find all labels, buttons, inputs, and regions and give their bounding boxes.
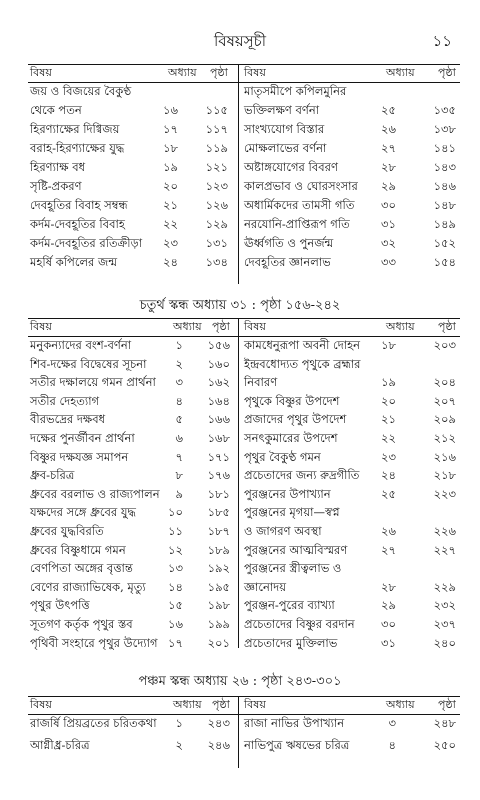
entry-title: কর্দম-দেবহূতির রতিক্রীড়া [30,236,143,250]
entry-chapter: ২০ [163,179,178,193]
entry-title: ঊর্ধ্বগতি ও পুনর্জন্ম [244,236,334,250]
right-header-page: পৃষ্ঠা [438,320,456,333]
left-header-chapter: অধ্যায় [168,66,197,79]
entry-title: জয় ও বিজয়ের বৈকুণ্ঠ [30,84,132,98]
entry-title: ভক্তিলক্ষণ বর্ণনা [244,103,320,117]
entry-chapter: ১২ [168,542,183,557]
entry-chapter: ১ [175,716,183,730]
entry-chapter: ১৭ [168,635,183,650]
entry-chapter: ২১ [163,198,178,212]
entry-chapter: ২৭ [381,542,396,557]
entry-page: ১৯২ [207,561,230,576]
left-header-subject: বিষয় [30,66,52,79]
entry-page: ২০৪ [433,375,456,390]
header-rule-top [28,64,460,65]
entry-title: মহর্ষি কপিলের জন্ম [30,255,118,269]
entry-chapter: ২৮ [381,579,396,594]
entry-page: ১৬৮ [207,431,230,445]
entry-page: ১৯৫ [207,579,230,594]
entry-chapter: ২৬ [381,122,396,136]
toc-entry-right [28,377,460,396]
entry-title: দেবহূতির বিবাহ সম্বন্ধ [30,198,128,212]
entry-chapter: ৪ [388,738,396,752]
entry-title: কামধেনুরূপা অবনী দোহন [244,338,360,352]
entry-title: শিব-দক্ষের বিদ্বেষের সূচনা [30,356,147,371]
toc-entry-right [28,740,460,762]
entry-page: ২০১ [207,635,230,650]
entry-page: ২৪৮ [433,716,456,730]
entry-chapter: ২১ [381,412,396,427]
entry-title: অষ্টাঙ্গযোগের বিবরণ [244,160,338,174]
entry-chapter: ১৩ [168,561,183,576]
entry-title: পুরঞ্জনের স্ত্রীত্বলাভ ও [244,561,342,576]
entry-title: ও জাগরণ অবস্থা [244,524,322,538]
entry-title: পৃথুর উৎপত্তি [30,598,90,613]
entry-page: ১৩১ [205,236,228,250]
entry-page: ২২৭ [433,542,456,557]
entry-title: প্রচেতাদের জন্য রুদ্রগীতি [244,468,360,483]
entry-chapter: ২৫ [381,486,396,501]
section-title-skandha-5: পঞ্চম স্কন্ধ অধ্যায় ২৬ : পৃষ্ঠা ২৪৩-৩০১ [138,674,342,689]
entry-title: নিবারণ [244,375,278,390]
entry-chapter: ২৬ [381,524,396,538]
header-rule-top [28,696,460,697]
entry-chapter: ২৭ [381,141,396,155]
entry-title: দক্ষের পুনর্জীবন প্রার্থনা [30,431,135,445]
entry-title: ধ্রুবের যুদ্ধবিরতি [30,524,104,538]
entry-title: দেবহূতির জ্ঞানলাভ [244,255,331,269]
entry-title: পৃথুর বৈকুণ্ঠ গমন [244,449,321,464]
entry-title: পুরঞ্জন-পুরের ব্যাখ্যা [244,598,335,613]
entry-chapter: ১৯ [381,375,396,390]
entry-title: নরযোনি-প্রাপ্তিরূপ গতি [244,217,350,231]
entry-page: ২১৮ [433,468,456,483]
entry-page: ১২৩ [205,179,228,193]
toc-entry-right [28,563,460,582]
entry-title: সনৎকুমারের উপদেশ [244,431,338,445]
right-header-chapter: অধ্যায় [386,66,415,79]
entry-page: ২৩২ [433,598,456,613]
entry-page: ২০৯ [433,412,456,427]
entry-page: ২২৩ [433,486,456,501]
entry-page: ১৮৭ [207,524,230,538]
entry-chapter: ৩৩ [381,255,396,269]
entry-page: ১৬২ [207,375,230,390]
entry-title: জ্ঞানোদয় [244,579,286,594]
entry-chapter: ২৮ [381,160,396,174]
toc-table-book5 [28,696,460,768]
entry-page: ১৫৬ [207,338,230,352]
entry-chapter: ৩০ [381,617,396,631]
left-header-subject: বিষয় [30,698,52,711]
entry-chapter: ৩২ [381,236,396,250]
toc-table-book3 [28,64,460,284]
entry-page: ১১৯ [205,141,228,155]
toc-entry-right [28,635,460,657]
entry-page: ১৪৯ [433,217,456,231]
toc-entry-right [28,340,460,359]
entry-chapter: ১ [175,338,183,352]
entry-title: পৃথুকে বিষ্ণুর উপদেশ [244,393,340,408]
entry-page: ১৩৮ [433,122,456,136]
entry-chapter: ১৮ [381,338,396,352]
entry-page: ২৪৩ [207,716,230,730]
entry-page: ২৩৭ [433,617,456,631]
entry-title: ধ্রুবের বিষ্ণুধামে গমন [30,542,126,557]
entry-chapter: ১৮ [163,141,178,155]
entry-page: ২১৬ [433,449,456,464]
right-header-subject: বিষয় [244,66,266,79]
entry-page: ২১২ [433,431,456,445]
left-header-subject: বিষয় [30,320,52,333]
entry-page: ১৫২ [433,236,456,250]
entry-chapter: ২০ [381,393,396,408]
entry-page: ১৪১ [433,141,456,155]
entry-chapter: ৩০ [381,198,396,212]
entry-chapter: ৬ [175,431,183,445]
entry-title: বেণের রাজ্যাভিষেক, মৃত্যু [30,579,146,594]
header-rule-top [28,318,460,319]
right-header-chapter: অধ্যায় [386,698,415,711]
entry-chapter: ১৫ [168,598,183,613]
entry-page: ১৮৯ [207,542,230,557]
entry-page: ১৮৫ [207,505,230,520]
right-header-chapter: অধ্যায় [386,320,415,333]
header-rule-bottom [28,714,460,715]
header-rule-bottom [28,82,460,83]
entry-page: ১৬৬ [207,412,230,427]
entry-title: বিষ্ণুর দক্ষযজ্ঞ সমাপন [30,449,129,464]
right-header-subject: বিষয় [244,320,266,333]
entry-title: কালপ্রভাব ও ঘোরসংসার [244,179,358,193]
entry-chapter: ২২ [381,431,396,445]
entry-chapter: ৩ [175,375,183,390]
entry-title: আগ্নীধ্র-চরিত্র [30,738,90,752]
entry-chapter: ৩ [388,716,396,730]
entry-chapter: ১০ [168,505,183,520]
toc-entry-right [28,470,460,489]
entry-page: ২৪০ [433,635,456,650]
entry-title: অধার্মিকদের তামসী গতি [244,198,355,212]
entry-chapter: ১৭ [163,122,178,136]
entry-chapter: ২৫ [381,103,396,117]
entry-title: হিরণ্যাক্ষের দিগ্বিজয় [30,122,120,136]
entry-page: ২৪৬ [207,738,230,752]
page-number: ১১ [432,32,452,50]
entry-page: ১২১ [205,160,228,174]
entry-chapter: ১৬ [163,103,178,117]
entry-chapter: ২৩ [163,236,178,250]
entry-chapter: ৩১ [381,217,396,231]
entry-chapter: ১৯ [163,160,178,174]
entry-title: ধ্রুবের বরলাভ ও রাজ্যপালন [30,486,160,501]
entry-title: পৃথিবী সংহারে পৃথুর উদ্যোগ [30,635,158,650]
right-header-subject: বিষয় [244,698,266,711]
page-title: বিষয়সূচী [213,32,267,50]
right-header-page: পৃষ্ঠা [438,698,456,711]
entry-title: ধ্রুব-চরিত্র [30,468,75,483]
entry-title: প্রচেতাদের মুক্তিলাভ [244,635,338,650]
toc-table-book4 [28,318,460,648]
left-header-page: পৃষ্ঠা [210,66,228,79]
entry-title: প্রচেতাদের বিষ্ণুর বরদান [244,617,355,631]
entry-page: ২০৩ [433,338,456,352]
entry-page: ১৭৬ [207,468,230,483]
entry-page: ১১৫ [205,103,228,117]
entry-title: মনুকন্যাদের বংশ-বর্ণনা [30,338,132,352]
entry-title: পুরঞ্জনের আত্মবিস্মরণ [244,542,348,557]
entry-title: রাজা নাভির উপাখ্যান [244,716,345,730]
entry-title: কর্দম-দেবহূতির বিবাহ [30,217,125,231]
right-header-page: পৃষ্ঠা [438,66,456,79]
entry-page: ১২৯ [205,217,228,231]
entry-title: রাজর্ষি প্রিয়ব্রতের চরিতকথা [30,716,157,730]
entry-page: ২২৯ [433,579,456,594]
entry-title: ইন্দ্রবধোদ্যত পৃথুকে ব্রহ্মার [244,356,361,371]
entry-page: ১৬০ [207,356,230,371]
entry-title: সতীর দেহত্যাগ [30,393,100,408]
left-header-page: পৃষ্ঠা [212,320,230,333]
entry-chapter: ১৪ [168,579,183,594]
entry-page: ১৫৪ [433,255,456,269]
left-header-chapter: অধ্যায় [173,320,202,333]
entry-chapter: ৪ [175,393,183,408]
entry-chapter: ২৩ [381,449,396,464]
entry-page: ১৪৮ [433,198,456,212]
entry-title: সতীর দক্ষালয়ে গমন প্রার্থনা [30,375,156,390]
entry-page: ১১৭ [205,122,228,136]
entry-page: ১৪৬ [433,179,456,193]
entry-page: ১৬৪ [207,393,230,408]
entry-title: বরাহ-হিরণ্যাক্ষের যুদ্ধ [30,141,125,155]
entry-chapter: ২৪ [381,468,396,483]
entry-page: ২৫০ [433,738,456,752]
entry-chapter: ৯ [175,486,183,501]
toc-entry-right [28,619,460,638]
left-header-chapter: অধ্যায় [173,698,202,711]
entry-page: ২২৬ [433,524,456,538]
entry-chapter: ২৯ [381,598,396,613]
entry-page: ১৪৩ [433,160,456,174]
entry-title: মোক্ষলাভের বর্ণনা [244,141,327,155]
entry-title: প্রজাদের পৃথুর উপদেশ [244,412,347,427]
entry-page: ১৯৮ [207,598,230,613]
toc-entry-right [28,257,460,276]
entry-page: ১৩৪ [205,255,228,269]
page-header [0,30,480,54]
toc-entry-right [28,526,460,545]
entry-title: সূতগণ কর্তৃক পৃথুর স্তব [30,617,133,631]
entry-chapter: ২ [175,738,183,752]
entry-title: থেকে পতন [30,103,82,117]
header-rule-bottom [28,336,460,337]
entry-page: ১৩৫ [433,103,456,117]
entry-chapter: ৩১ [381,635,396,650]
entry-title: পুরঞ্জনের উপাখ্যান [244,486,331,501]
entry-chapter: ২৯ [381,179,396,193]
entry-chapter: ১১ [168,524,183,538]
entry-chapter: ২২ [163,217,178,231]
entry-page: ১৮১ [207,486,230,501]
entry-page: ২০৭ [433,393,456,408]
entry-chapter: ১৬ [168,617,183,631]
toc-entry-right [28,433,460,452]
entry-title: বীরভদ্রের দক্ষবধ [30,412,106,427]
entry-title: যক্ষদের সঙ্গে ধ্রুবের যুদ্ধ [30,505,136,520]
entry-title: হিরণ্যাক্ষ বধ [30,160,86,174]
entry-chapter: ২৪ [163,255,178,269]
left-header-page: পৃষ্ঠা [212,698,230,711]
entry-title: পুরঞ্জনের মৃগয়া—স্বপ্ন [244,505,340,520]
entry-chapter: ৮ [175,468,183,483]
entry-page: ১৯৯ [207,617,230,631]
entry-title: সৃষ্টি-প্রকরণ [30,179,82,193]
entry-page: ১৭১ [207,449,230,464]
entry-page: ১২৬ [205,198,228,212]
toc-entry-right [28,718,460,740]
entry-title: বেণপিতা অঙ্গের বৃত্তান্ত [30,561,133,576]
entry-title: সাংখ্যযোগ বিস্তার [244,122,325,136]
entry-chapter: ২ [175,356,183,371]
entry-chapter: ৫ [175,412,183,427]
entry-chapter: ৭ [175,449,183,464]
entry-title: মাতৃসমীপে কপিলমুনির [244,84,347,98]
entry-title: নাভিপুত্র ঋষভের চরিত্র [244,738,350,752]
section-title-skandha-4: চতুর্থ স্কন্ধ অধ্যায় ৩১ : পৃষ্ঠা ১৫৬-২৪২ [139,298,341,313]
